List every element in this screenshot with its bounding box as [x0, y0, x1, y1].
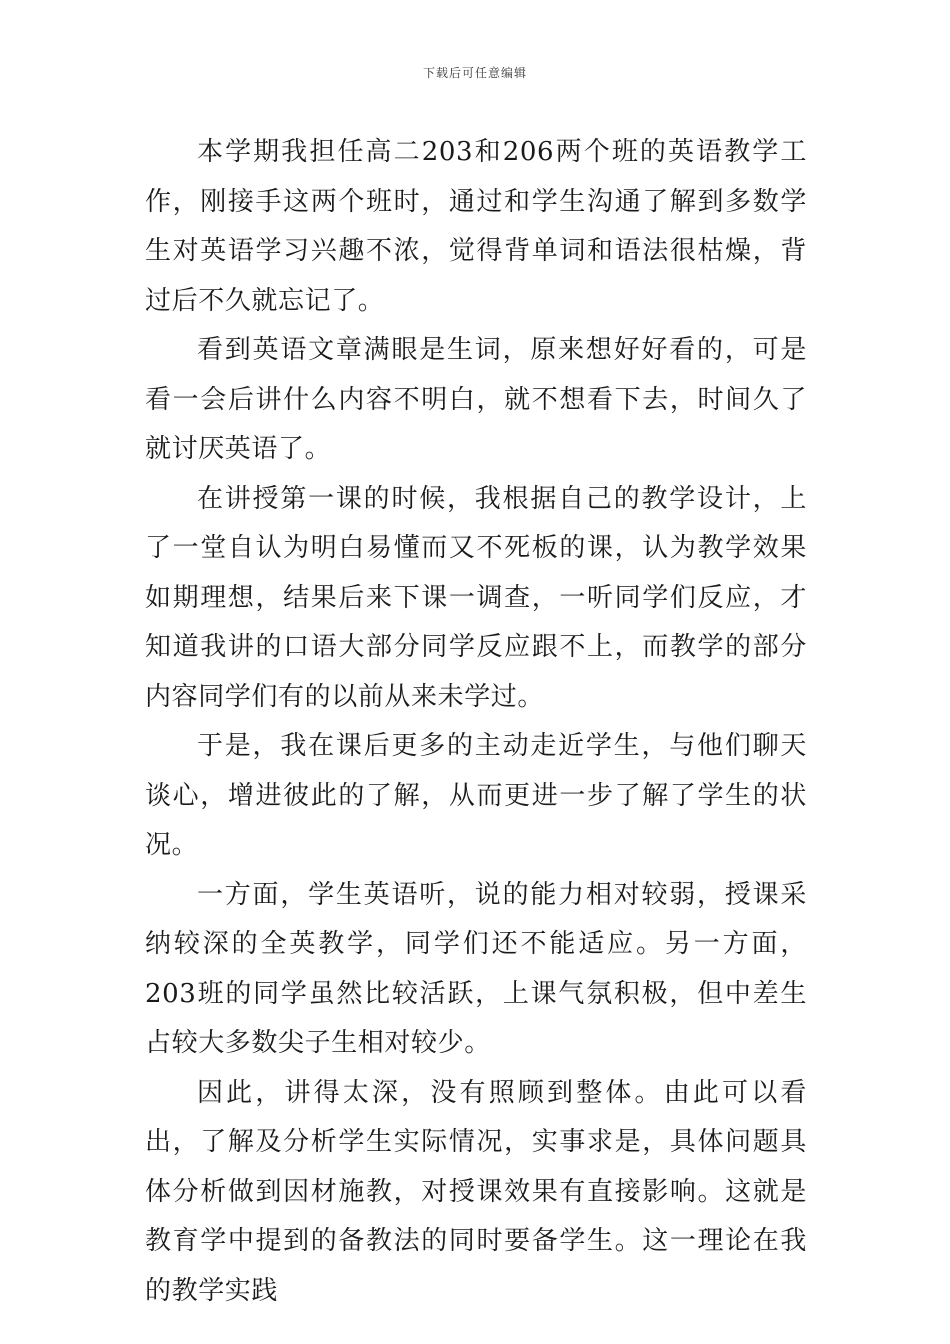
paragraph-3: 在讲授第一课的时候，我根据自己的教学设计，上了一堂自认为明白易懂而又不死板的课，认为教学效果如期理想，结果后来下课一调查，一听同学们反应，才知道我讲的口语大部分同学反应跟不上，而教学的部分内容同学们有的以前从来未学过。: [145, 483, 807, 712]
page-header: 下载后可任意编辑: [422, 66, 527, 80]
document-body: [145, 128, 807, 1316]
paragraph-6: 因此，讲得太深，没有照顾到整体。由此可以看出，了解及分析学生实际情况，实事求是，具体问题具体分析做到因材施教，对授课效果有直接影响。这就是教育学中提到的备教法的同时要备学生。这一理论在我的教学实践: [145, 1077, 807, 1306]
paragraph-1: 本学期我担任高二203和206两个班的英语教学工作，刚接手这两个班时，通过和学生沟通了解到多数学生对英语学习兴趣不浓，觉得背单词和语法很枯燥，背过后不久就忘记了。: [145, 137, 807, 316]
paragraph-2: 看到英语文章满眼是生词，原来想好好看的，可是看一会后讲什么内容不明白，就不想看下去，时间久了就讨厌英语了。: [145, 335, 807, 464]
paragraph-4: 于是，我在课后更多的主动走近学生，与他们聊天谈心，增进彼此的了解，从而更进一步了解了学生的状况。: [145, 731, 807, 860]
paragraph-5: 一方面，学生英语听，说的能力相对较弱，授课采纳较深的全英教学，同学们还不能适应。另一方面，203班的同学虽然比较活跃，上课气氛积极，但中差生占较大多数尖子生相对较少。: [145, 879, 807, 1058]
